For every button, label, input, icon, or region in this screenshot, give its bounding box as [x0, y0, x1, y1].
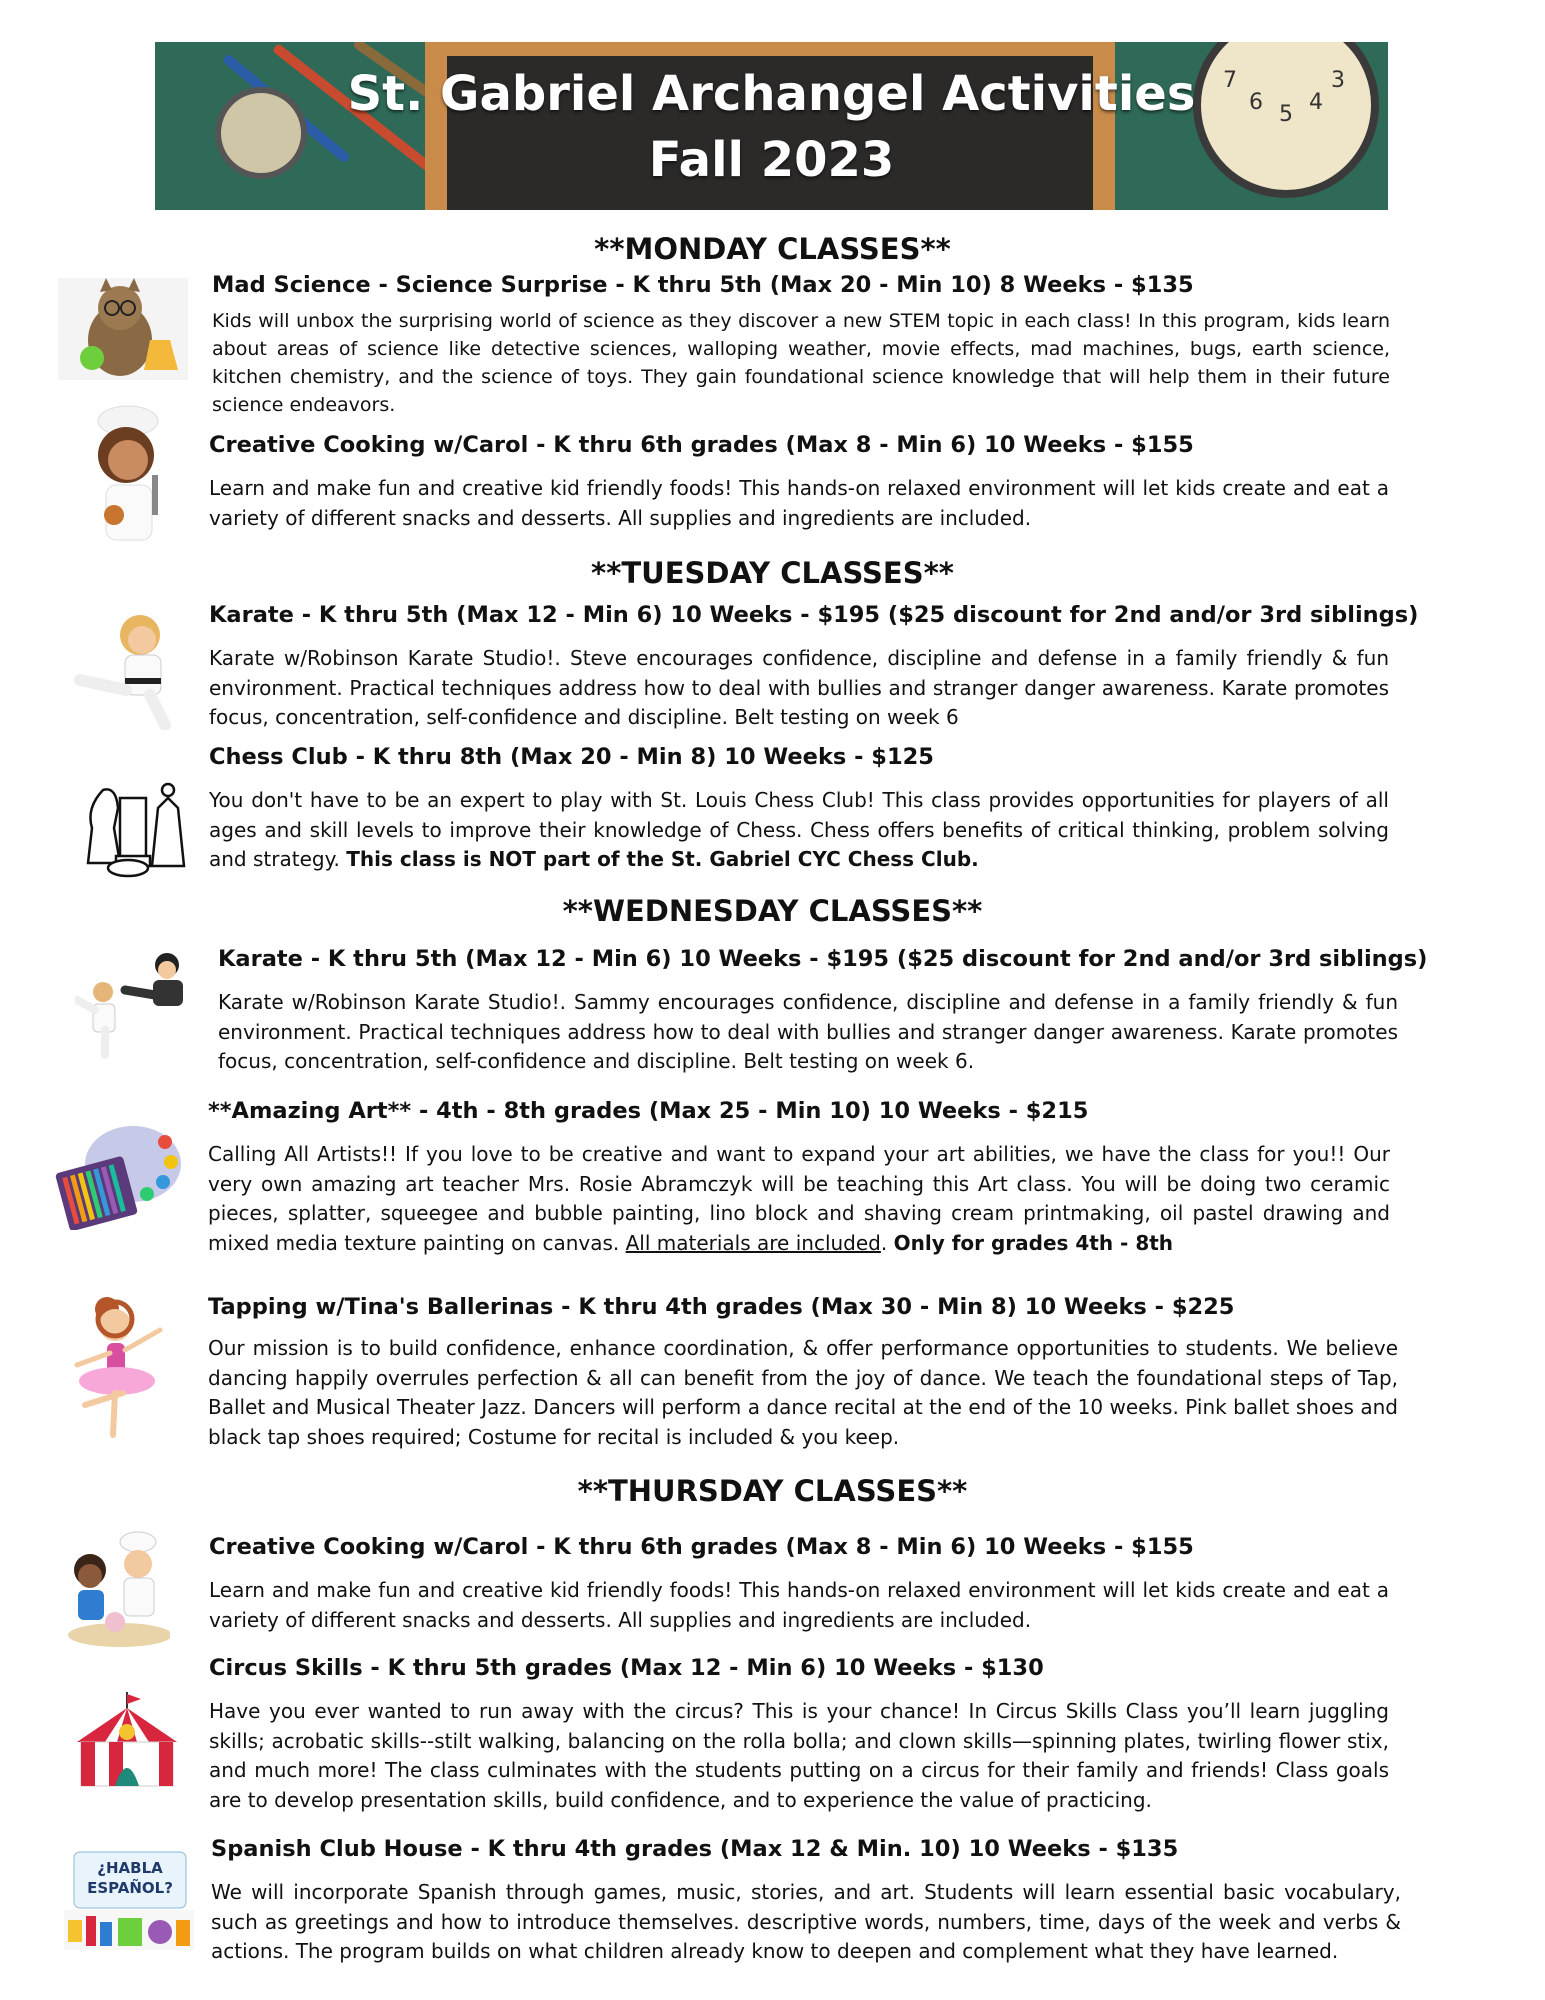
class-desc-circus: Have you ever wanted to run away with the circus? This is your chance! In Circus Skills Class you’ll learn juggling skills; acrobatic skills--stilt walking, balancing on the rolla bolla; and clown skills—spinning plates, twirling flower stix, and much more! The class culminates with the students putting on a circus for their family and friends! Class goals are to develop presentation skills, build confidence, and to experience the value of practicing. — [209, 1699, 1389, 1813]
clock-number: 3 — [1331, 68, 1345, 93]
class-title-chess: Chess Club - K thru 8th (Max 20 - Min 8) 10 Weeks - $125 — [209, 744, 934, 770]
class-title-karate-wednesday: Karate - K thru 5th (Max 12 - Min 6) 10 Weeks - $195 ($25 discount for 2nd and/or 3rd siblings) — [218, 946, 1428, 972]
art-desc-grades: Only for grades 4th - 8th — [893, 1231, 1174, 1256]
clock-number: 7 — [1223, 68, 1237, 93]
class-title-cooking-thursday: Creative Cooking w/Carol - K thru 6th grades (Max 8 - Min 6) 10 Weeks - $155 — [209, 1534, 1194, 1560]
ballerina-icon — [65, 1295, 175, 1450]
class-desc-cooking-monday: Learn and make fun and creative kid friendly foods! This hands-on relaxed environment will let kids create and eat a variety of different snacks and desserts. All supplies and ingredients are included. — [209, 476, 1389, 530]
chef-girl-icon — [78, 405, 183, 555]
thursday-heading: **THURSDAY CLASSES** — [577, 1474, 968, 1508]
page-subtitle: Fall 2023 — [648, 132, 895, 188]
class-desc-karate-wednesday: Karate w/Robinson Karate Studio!. Sammy encourages confidence, discipline and defense in a family friendly & fun environment. Practical techniques address how to deal with bullies and stranger danger awareness. Karate promotes focus, concentration, self-confidence and discipline. Belt testing on week 6. — [218, 990, 1398, 1074]
header-banner — [155, 42, 1388, 210]
circus-tent-icon — [75, 1690, 180, 1790]
chess-pieces-icon — [78, 768, 188, 878]
clock-number: 4 — [1309, 90, 1323, 115]
karate-kid-icon — [70, 610, 185, 730]
spanish-sign-icon — [64, 1848, 194, 1953]
class-title-circus: Circus Skills - K thru 5th grades (Max 12 - Min 6) 10 Weeks - $130 — [209, 1655, 1044, 1681]
chess-desc-note: This class is NOT part of the St. Gabriel CYC Chess Club. — [346, 847, 979, 872]
art-desc-period: . — [880, 1231, 894, 1256]
class-desc-tapping: Our mission is to build confidence, enhance coordination, & offer performance opportunities to students. We believe dancing happily overrules perfection & all can benefit from the joy of dance. We teach the foundational steps of Tap, Ballet and Musical Theater Jazz. Dancers will perform a dance recital at the end of the 10 weeks. Pink ballet shoes and black tap shoes required; Costume for recital is included & you keep. — [208, 1336, 1398, 1450]
class-desc-chess — [209, 786, 1389, 875]
class-title-tapping: Tapping w/Tina's Ballerinas - K thru 4th grades (Max 30 - Min 8) 10 Weeks - $225 — [208, 1294, 1235, 1320]
class-desc-cooking-thursday: Learn and make fun and creative kid friendly foods! This hands-on relaxed environment will let kids create and eat a variety of different snacks and desserts. All supplies and ingredients are included. — [209, 1578, 1389, 1632]
kids-cooking-icon — [60, 1530, 170, 1648]
clock-number: 6 — [1249, 90, 1263, 115]
class-title-mad-science: Mad Science - Science Surprise - K thru 5th (Max 20 - Min 10) 8 Weeks - $135 — [212, 272, 1194, 298]
class-title-art: **Amazing Art** - 4th - 8th grades (Max 25 - Min 10) 10 Weeks - $215 — [208, 1098, 1089, 1124]
class-desc-karate-tuesday: Karate w/Robinson Karate Studio!. Steve encourages confidence, discipline and defense in a family friendly & fun environment. Practical techniques address how to deal with bullies and stranger danger awareness. Karate promotes focus, concentration, self-confidence and discipline. Belt testing on week 6 — [209, 646, 1389, 730]
monday-heading: **MONDAY CLASSES** — [594, 232, 951, 266]
class-desc-mad-science: Kids will unbox the surprising world of science as they discover a new STEM topic in each class! In this program, kids learn about areas of science like detective sciences, walloping weather, movie effects, mad machines, bugs, earth science, kitchen chemistry, and the science of toys. They gain foundational science knowledge that will help them in their future science endeavors. — [212, 310, 1390, 416]
cat-scientist-icon — [58, 278, 188, 380]
art-palette-icon — [55, 1112, 185, 1230]
art-desc-materials: All materials are included — [625, 1231, 881, 1256]
class-desc-spanish: We will incorporate Spanish through games, music, stories, and art. Students will learn essential basic vocabulary, such as greetings and how to introduce themselves. descriptive words, numbers, time, days of the week and verbs & actions. The program builds on what children already know to deepen and complement what they have learned. — [211, 1880, 1401, 1964]
class-title-cooking-monday: Creative Cooking w/Carol - K thru 6th grades (Max 8 - Min 6) 10 Weeks - $155 — [209, 432, 1194, 458]
class-desc-art — [208, 1140, 1390, 1259]
art-desc-text: Calling All Artists!! If you love to be creative and want to expand your art abilities, we have the class for you!! Our very own amazing art teacher Mrs. Rosie Abramczyk will be teaching this Art class. You will be doing two ceramic pieces, splatter, squeegee and bubble painting, lino block and shaving cream printmaking, oil pastel drawing and mixed media texture painting on canvas. — [208, 1142, 1390, 1256]
class-title-spanish: Spanish Club House - K thru 4th grades (Max 12 & Min. 10) 10 Weeks - $135 — [211, 1836, 1179, 1862]
wednesday-heading: **WEDNESDAY CLASSES** — [562, 894, 983, 928]
class-title-karate-tuesday: Karate - K thru 5th (Max 12 - Min 6) 10 Weeks - $195 ($25 discount for 2nd and/or 3rd siblings) — [209, 602, 1419, 628]
spanish-sign-line1: ¿HABLA — [97, 1859, 163, 1877]
tuesday-heading: **TUESDAY CLASSES** — [591, 556, 954, 590]
spanish-sign-line2: ESPAÑOL? — [87, 1879, 173, 1897]
clock-number: 5 — [1279, 102, 1293, 127]
page-title: St. Gabriel Archangel Activities — [347, 66, 1196, 122]
karate-kids-icon — [75, 950, 195, 1060]
chess-desc-text: You don't have to be an expert to play with St. Louis Chess Club! This class provides opportunities for players of all ages and skill levels to improve their knowledge of Chess. Chess offers benefits of critical thinking, problem solving and strategy. — [209, 788, 1389, 872]
